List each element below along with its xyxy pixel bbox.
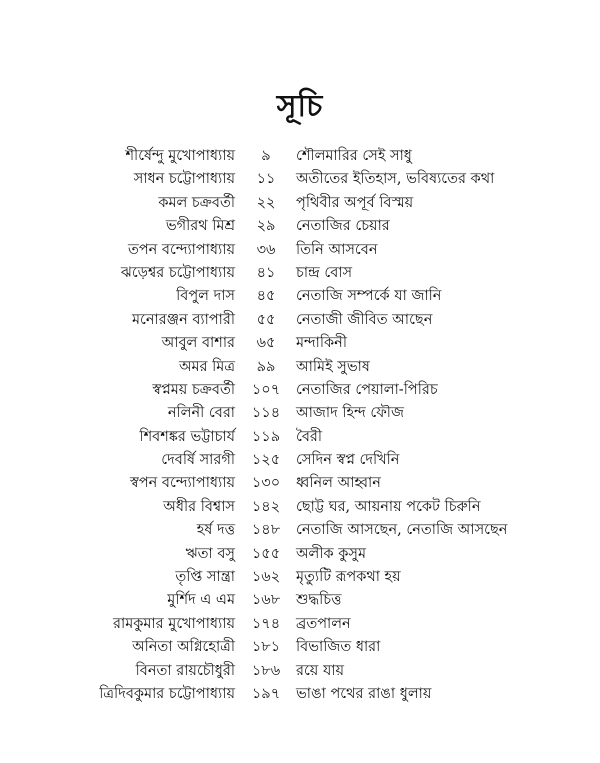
toc-story-title: শুদ্ধচিত্ত [296,592,342,609]
toc-page-number: ৪১ [256,264,276,281]
toc-author: তৃপ্তি সান্ত্রা [175,569,235,586]
toc-page-number: ১০৭ [251,381,281,398]
toc-story-title: তিনি আসবেন [296,241,378,258]
toc-entry [0,519,600,542]
toc-author: স্বপন বন্দ্যোপাধ্যায় [130,475,235,492]
toc-author: বিপুল দাস [176,288,235,305]
toc-page-number: ১৩০ [251,475,281,492]
toc-entry [0,496,600,519]
toc-story-title: পৃথিবীর অপূর্ব বিস্ময় [296,194,414,211]
toc-page-number: ১১৪ [251,405,281,422]
toc-entry [0,309,600,332]
toc-story-title: নেতাজির পেয়ালা-পিরিচ [296,381,438,398]
toc-author: ঝড়েশ্বর চট্টোপাধ্যায় [120,264,235,281]
toc-story-title: শৌলমারির সেই সাধু [296,148,412,164]
toc-entry [0,426,600,449]
toc-story-title: নেতাজী জীবিত আছেন [296,311,433,328]
toc-page-number: ১৮১ [251,639,281,656]
toc-page-number: ২২ [256,194,276,211]
toc-page-number: ৬৫ [256,335,276,352]
toc-page-number: ৯ [261,148,271,164]
toc-author: ভগীরথ মিশ্র [165,218,235,235]
toc-author: শীর্ষেন্দু মুখোপাধ্যায় [125,148,235,164]
toc-entry [0,566,600,589]
toc-author: রামকুমার মুখোপাধ্যায় [113,615,235,632]
toc-page-number: ৪৫ [256,288,276,305]
toc-page-number: ১৮৬ [251,662,281,679]
toc-story-title: নেতাজি সম্পর্কে যা জানি [296,288,442,305]
toc-entry [0,472,600,495]
toc-entry [0,613,600,636]
toc-author: মুর্শিদ এ এম [167,592,235,609]
toc-page-number: ১২৫ [251,452,281,469]
toc-page-number: ১৬৮ [251,592,281,609]
toc-author: আবুল বাশার [161,335,235,352]
toc-story-title: সেদিন স্বপ্ন দেখিনি [296,452,400,469]
toc-story-title: ধ্বনিল আহ্বান [296,475,381,492]
toc-entry [0,285,600,308]
toc-story-title: নেতাজি আসছেন, নেতাজি আসছেন [296,522,508,539]
toc-entry [0,215,600,238]
toc-entry [0,543,600,566]
toc-page-number: ২৯ [256,218,276,235]
toc-author: সাধন চট্টোপাধ্যায় [133,171,235,188]
toc-author: স্বপ্নময় চক্রবর্তী [152,381,235,398]
page-title: সূচি [276,89,324,124]
toc-entry [0,145,600,168]
toc-story-title: মৃত্যুটি রূপকথা হয় [296,569,401,586]
toc-story-title: ভাঙা পথের রাঙা ধুলায় [296,685,432,702]
toc-entry [0,356,600,379]
toc-page-number: ১৬২ [251,569,281,586]
toc-entry [0,660,600,683]
toc-author: অনিতা অগ্নিহোত্রী [132,639,235,656]
toc-page-number: ১৭৪ [251,615,281,632]
toc-author: বিনতা রায়চৌধুরী [135,662,235,679]
toc-author: ঋতা বসু [185,545,235,562]
toc-page-number: ১১ [256,171,276,188]
toc-author: নলিনী বেরা [167,405,235,422]
toc-story-title: বৈরী [296,428,323,445]
toc-author: মনোরঞ্জন ব্যাপারী [131,311,235,328]
toc-story-title: অতীতের ইতিহাস, ভবিষ্যতের কথা [296,171,495,188]
toc-author: অমর মিত্র [178,358,235,375]
toc-page-number: ১৯৭ [251,685,281,702]
toc-entry [0,379,600,402]
toc-story-title: বিভাজিত ধারা [296,639,381,656]
toc-author: ত্রিদিবকুমার চট্টোপাধ্যায় [99,685,235,702]
toc-author: অধীর বিশ্বাস [163,498,235,515]
toc-page-number: ১৪৮ [251,522,281,539]
toc-page-number: ১১৯ [251,428,281,445]
toc-story-title: আজাদ হিন্দ ফৌজ [296,405,404,422]
toc-story-title: অলীক কুসুম [296,545,367,562]
toc-entry [0,168,600,191]
toc-entry [0,636,600,659]
toc-story-title: নেতাজির চেয়ার [296,218,390,235]
toc-page-number: ৫৫ [256,311,276,328]
toc-entry [0,262,600,285]
toc-story-title: ছোট্ট ঘর, আয়নায় পকেট চিরুনি [296,498,481,515]
toc-page-number: ১৪২ [251,498,281,515]
toc-entry [0,449,600,472]
toc-author: তপন বন্দ্যোপাধ্যায় [127,241,235,258]
toc-story-title: মন্দাকিনী [296,335,347,352]
toc-entry [0,683,600,706]
toc-page-number: ৩৬ [256,241,276,258]
toc-page-number: ৯৯ [256,358,276,375]
toc-story-title: চান্দ্র বোস [296,264,353,281]
toc-author: দেবর্ষি সারগী [161,452,235,469]
toc-page-number: ১৫৫ [251,545,281,562]
toc-entry [0,589,600,612]
table-of-contents [0,145,600,706]
toc-entry [0,332,600,355]
toc-entry [0,402,600,425]
toc-entry [0,239,600,262]
toc-story-title: ব্রতপালন [296,615,351,632]
toc-story-title: রয়ে যায় [296,662,345,679]
toc-author: কমল চক্রবর্তী [158,194,235,211]
toc-entry [0,192,600,215]
toc-author: শিবশঙ্কর ভট্টাচার্য [139,428,235,445]
toc-story-title: আমিই সুভাষ [296,358,370,375]
toc-author: হর্ষ দত্ত [196,522,235,539]
